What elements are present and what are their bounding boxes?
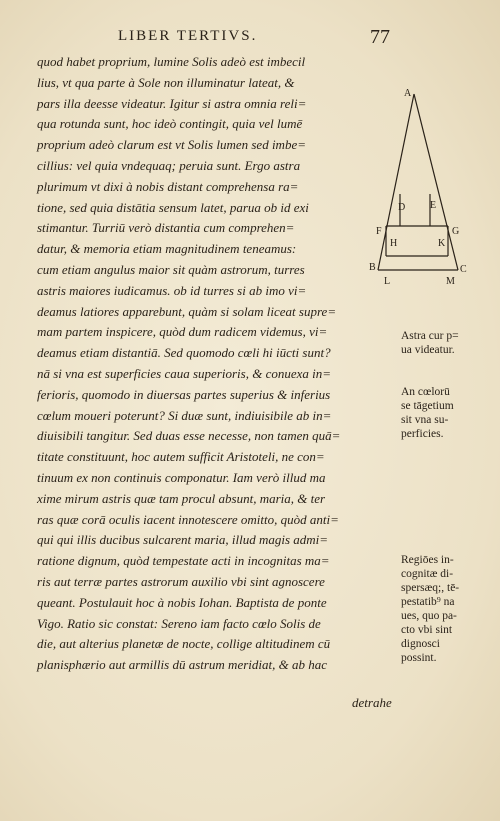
diagram-label-b: B — [369, 262, 376, 273]
text-line: qua rotunda sunt, hoc ideò contingit, quia vel lumē — [37, 116, 303, 132]
diagram-label-e: E — [430, 200, 437, 211]
text-line: ris aut terræ partes astrorum auxilio vbi sint agnoscere — [37, 573, 325, 589]
text-line: planisphærio aut armillis dū astrum meridiat, & ab hac — [37, 657, 327, 673]
margin-note-line: spersæq;, tē- — [401, 582, 460, 594]
text-line: mam partem inspicere, quòd dum radicem videmus, vi= — [37, 324, 328, 340]
text-line: qui qui illis ducibus sulcarent maria, illud magis admi= — [37, 532, 329, 548]
diagram-label-f: F — [376, 226, 382, 237]
margin-note-line: cto vbi sint — [401, 624, 453, 636]
margin-note-coelorum — [401, 385, 496, 441]
diagram-label-d: D — [398, 202, 406, 213]
margin-note-line: Astra cur p= — [401, 330, 459, 342]
text-line: deamus latiores apparebunt, quàm si solam liceat supre= — [37, 303, 337, 319]
margin-note-line: ua videatur. — [401, 344, 455, 356]
margin-note-line: possint. — [401, 652, 437, 664]
right-side-line — [414, 94, 458, 270]
text-line: tione, sed quia distātia sensum latet, parua ob id exi — [37, 199, 309, 215]
text-line: quod habet proprium, lumine Solis adeò est imbecil — [37, 54, 306, 69]
text-line: tinuum ex non continuis componatur. Iam verò illud ma — [37, 469, 326, 485]
text-line: pars illa deesse videatur. Igitur si astra omnia reli= — [37, 95, 307, 111]
margin-note-line: sit vna su- — [401, 414, 449, 426]
diagram-label-h: H — [390, 238, 398, 249]
text-line: plurimum vt dixi à nobis distant comprehensa ra= — [37, 178, 299, 194]
margin-note-line: ues, quo pa- — [401, 610, 457, 622]
text-line: proprium adeò clarum est vt Solis lumen sed imbe= — [37, 137, 306, 153]
text-line: lius, vt qua parte à Sole non illuminatur lateat, & — [37, 74, 295, 90]
text-line: astris maiores iudicamus. ob id turres si ab imo vi= — [37, 282, 307, 298]
text-line: deamus etiam distantiā. Sed quomodo cœli hi iūcti sunt? — [37, 345, 331, 361]
text-line: cillius: vel quia vndequaq; peruia sunt. Ergo astra — [37, 157, 301, 173]
catchword: detrahe — [352, 695, 392, 710]
margin-note-line: cognitæ di- — [401, 568, 454, 580]
margin-note-line: dignosci — [401, 638, 440, 650]
text-line: stimantur. Turriū verò distantia cum comprehen= — [37, 220, 295, 236]
margin-note-line: An cœlorū — [401, 386, 450, 398]
text-line: nā si vna est superficies caua superioris, & conuexa in= — [37, 365, 332, 381]
tower-perspective-diagram — [360, 84, 480, 294]
body-text — [37, 52, 405, 676]
text-line: die, aut alterius planetæ de nocte, collige altitudinem cū — [37, 636, 331, 652]
margin-note-line: Regiōes in- — [401, 554, 454, 566]
text-line: cum etiam angulus maior sit quàm astrorum, turres — [37, 261, 305, 277]
text-line: ratione dignum, quòd tempestate acti in incognitas ma= — [37, 553, 330, 569]
text-line: datur, & memoria etiam magnitudinem teneamus: — [37, 241, 297, 257]
margin-note-line: se tāgetium — [401, 400, 454, 412]
page-number: 77 — [370, 26, 390, 48]
margin-note-line: pestatib⁹ na — [401, 596, 455, 608]
diagram-label-l: L — [384, 276, 391, 287]
diagram-label-a: A — [404, 88, 412, 99]
margin-note-astra — [401, 329, 496, 357]
margin-note-line: perficies. — [401, 428, 444, 440]
running-head: LIBER TERTIVS. — [118, 28, 258, 44]
diagram-label-k: K — [438, 238, 446, 249]
margin-note-regiones — [401, 553, 496, 665]
text-line: ras quæ corā oculis iacent innotescere omitto, quòd anti= — [37, 511, 339, 527]
text-line: Vigo. Ratio sic constat: Sereno iam facto cœlo Solis de — [37, 615, 321, 631]
text-line: ferioris, quomodo in diuersas partes superius & inferius — [37, 386, 331, 402]
text-line: diuisibili tangitur. Sed duas esse necesse, non tamen quā= — [37, 428, 341, 444]
diagram-label-m: M — [446, 276, 455, 287]
diagram-label-c: C — [460, 264, 467, 275]
text-line: titate constituunt, hoc autem sufficit Aristoteli, ne con= — [37, 449, 325, 465]
diagram-label-g: G — [452, 226, 460, 237]
text-line: cœlum moueri poterunt? Si duæ sunt, indiuisibile ab in= — [37, 407, 332, 423]
text-line: xime mirum astris quæ tam procul absunt, maria, & ter — [37, 490, 326, 506]
text-line: queant. Postulauit hoc à nobis Iohan. Baptista de ponte — [37, 594, 327, 610]
